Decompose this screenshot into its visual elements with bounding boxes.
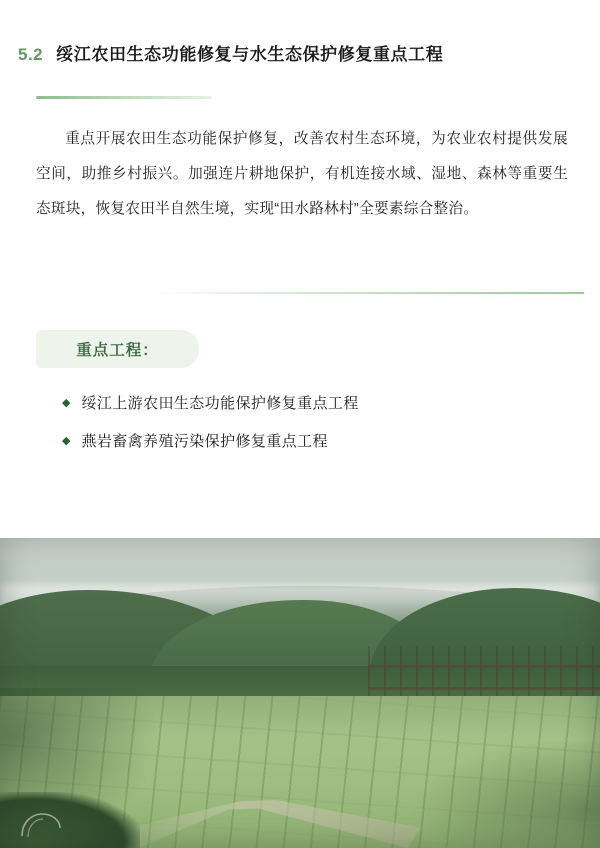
photo-shadow-right xyxy=(410,738,600,848)
landscape-photo xyxy=(0,538,600,848)
key-projects-label: 重点工程： xyxy=(76,342,159,359)
diamond-bullet-icon: ◆ xyxy=(62,397,71,409)
list-item-label: 绥江上游农田生态功能保护修复重点工程 xyxy=(81,395,359,412)
section-heading xyxy=(0,40,600,65)
key-projects-list xyxy=(62,392,562,468)
page-title: 绥江农田生态功能修复与水生态保护修复重点工程 xyxy=(56,45,444,64)
heading-divider xyxy=(36,96,212,99)
list-item xyxy=(62,392,562,413)
body-paragraph: 重点开展农田生态功能保护修复，改善农村生态环境，为农业农村提供发展空间，助推乡村振兴。加强连片耕地保护，有机连接水域、湿地、森林等重要生态斑块，恢复农田半自然生境，实现“田水路林村”全要素综合整治。 xyxy=(36,131,568,217)
list-item-label: 燕岩畜禽养殖污染保护修复重点工程 xyxy=(81,433,328,450)
section-number: 5.2 xyxy=(18,45,44,64)
seal-watermark-icon xyxy=(18,810,64,840)
paragraph-divider xyxy=(156,292,584,294)
list-item xyxy=(62,430,562,451)
diamond-bullet-icon: ◆ xyxy=(62,435,71,447)
key-projects-label-box xyxy=(36,330,199,368)
